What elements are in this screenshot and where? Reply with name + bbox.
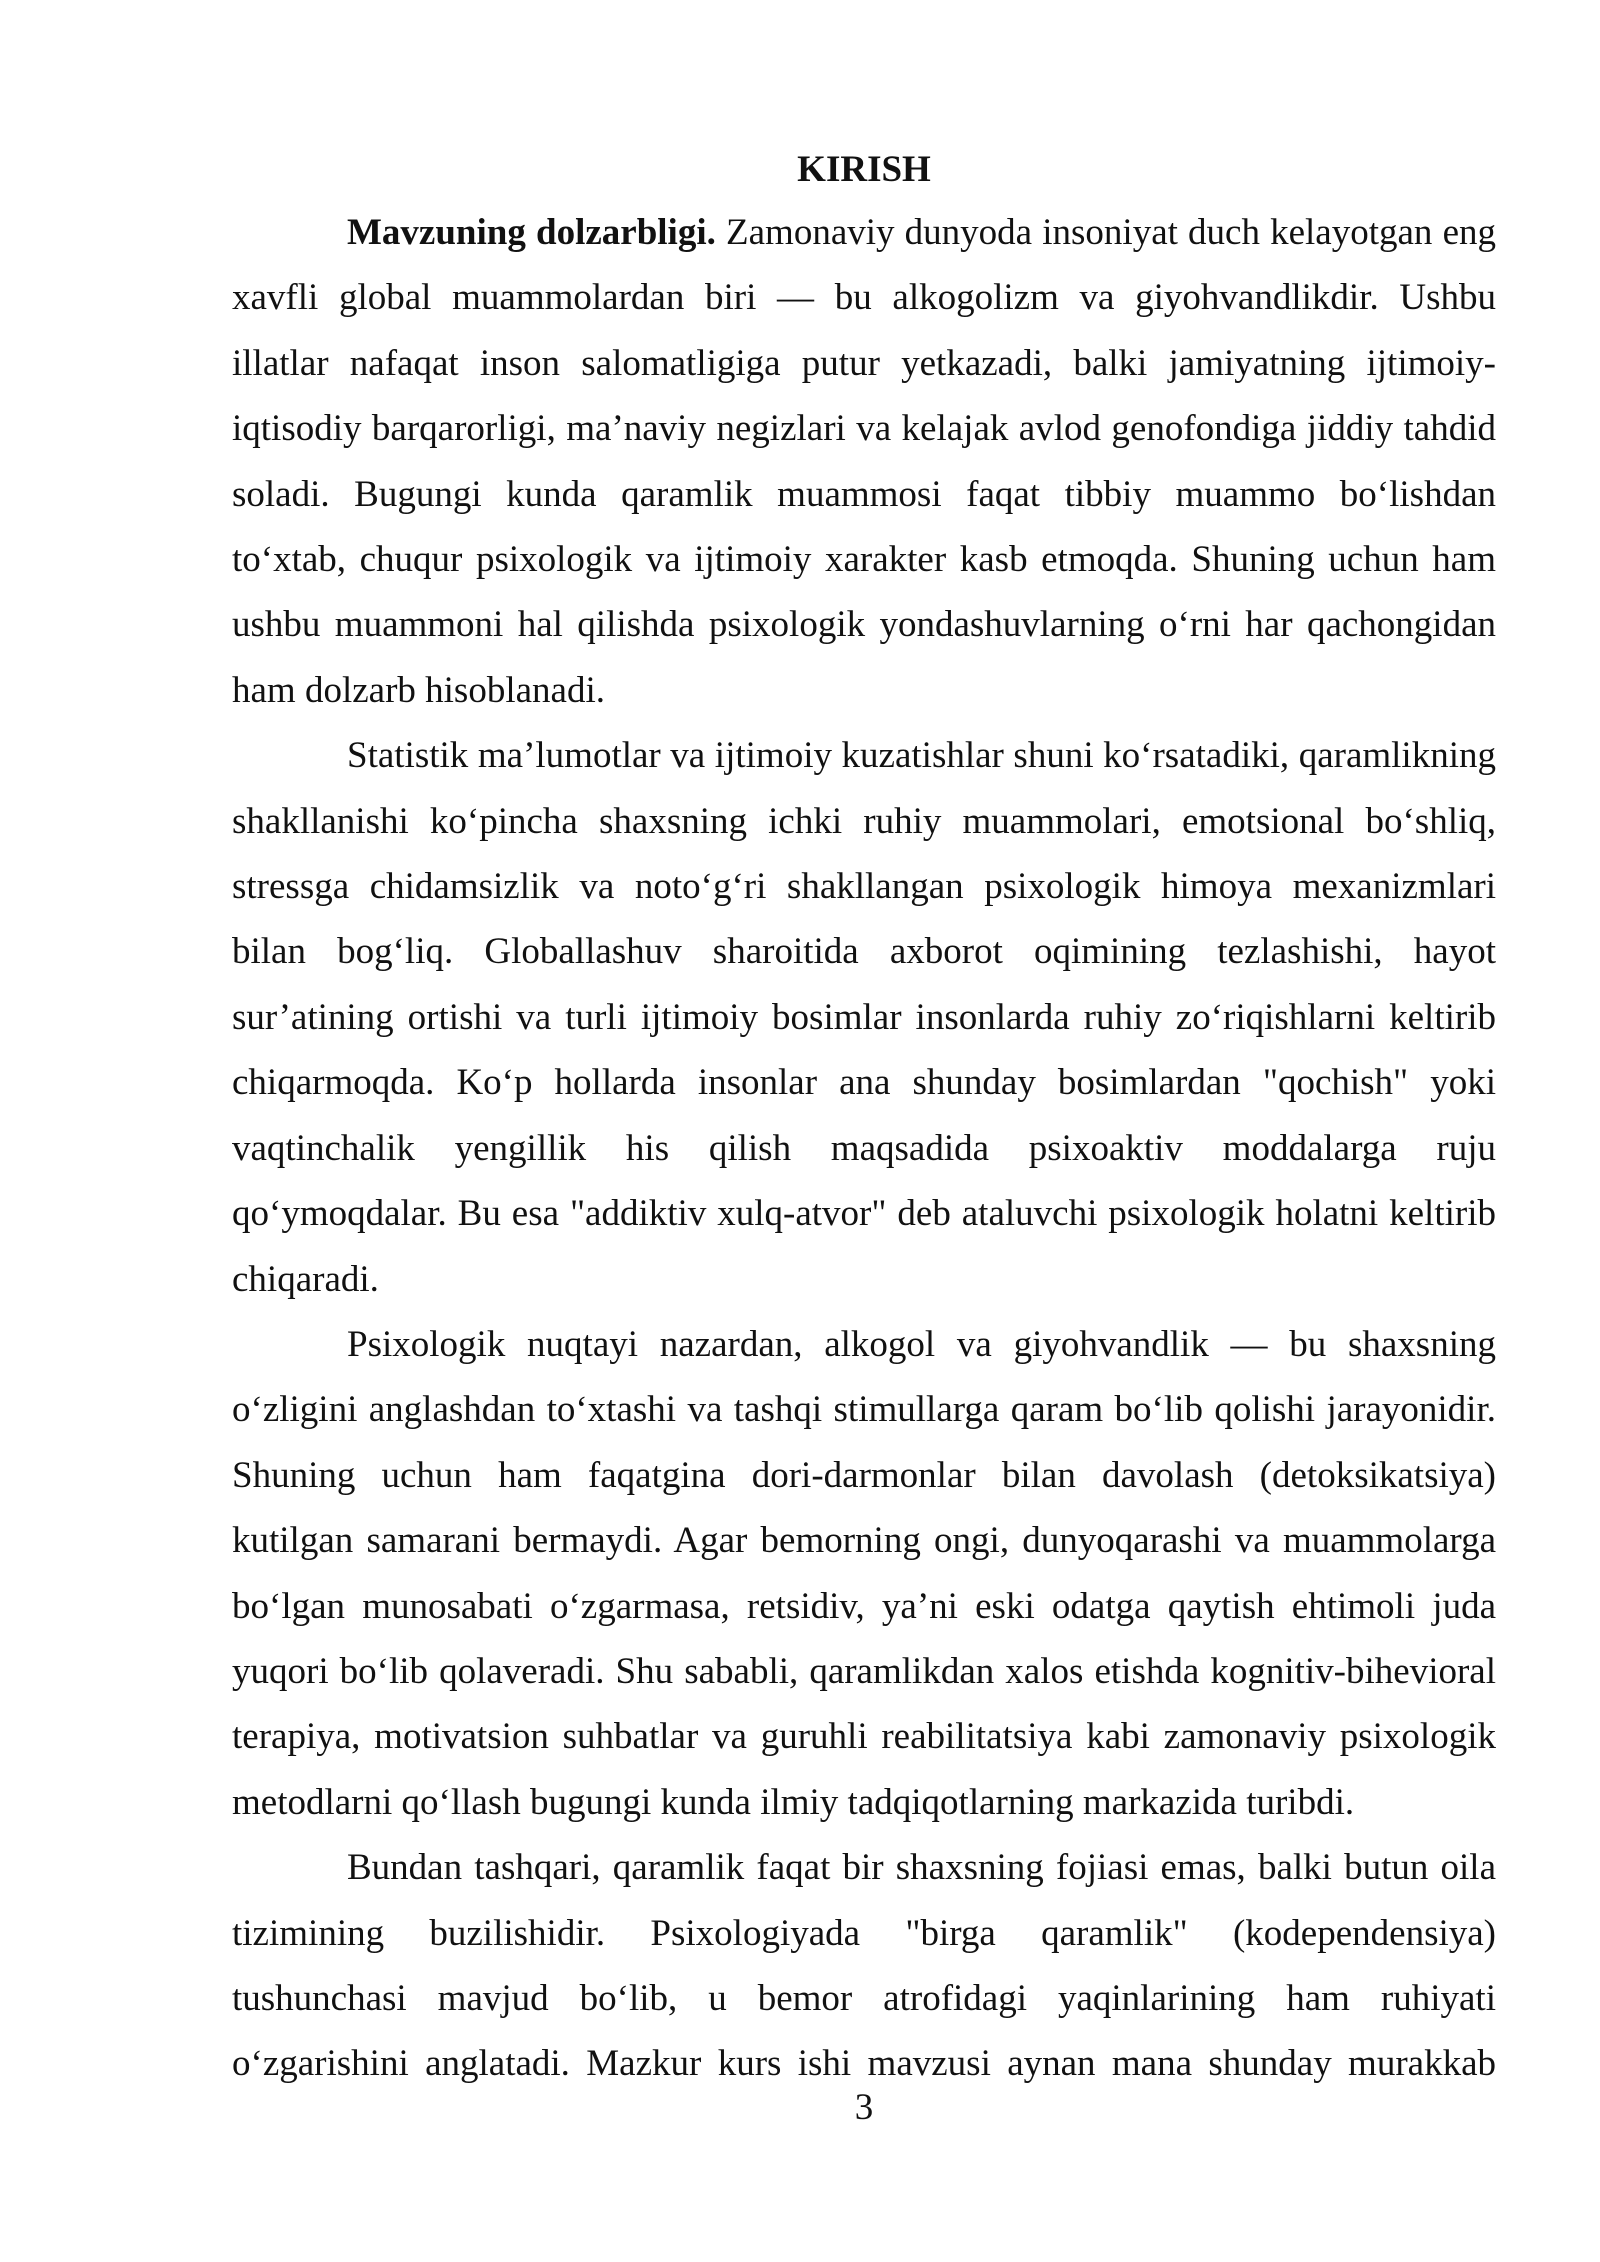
paragraph-statistics: Statistik ma’lumotlar va ijtimoiy kuzatishlar shuni ko‘rsatadiki, qaramlikning shakllanishi ko‘pincha shaxsning ichki ruhiy muammolari, emotsional bo‘shliq, stressga chidamsizlik va noto‘g‘ri shakllangan psixologik himoya mexanizmlari bilan bog‘liq. Globallashuv sharoitida axborot oqimining tezlashishi, hayot sur’atining ortishi va turli ijtimoiy bosimlar insonlarda ruhiy zo‘riqishlarni keltirib chiqarmoqda. Ko‘p hollarda insonlar ana shunday bosimlardan "qochish" yoki vaqtinchalik yengillik his qilish maqsadida psixoaktiv moddalarga ruju qo‘ymoqdalar. Bu esa "addiktiv xulq-atvor" deb ataluvchi psixologik holatni keltirib chiqaradi. bbox=[232, 735, 1496, 1300]
paragraph-psychology: Psixologik nuqtayi nazardan, alkogol va giyohvandlik — bu shaxsning o‘zligini anglashdan to‘xtashi va tashqi stimullarga qaram bo‘lib qolishi jarayonidir. Shuning uchun ham faqatgina dori-darmonlar bilan davolash (detoksikatsiya) kutilgan samarani bermaydi. Agar bemorning ongi, dunyoqarashi va muammolarga bo‘lgan munosabati o‘zgarmasa, retsidiv, ya’ni eski odatga qaytish ehtimoli juda yuqori bo‘lib qolaveradi. Shu sababli, qaramlikdan xalos etishda kognitiv-bihevioral terapiya, motivatsion suhbatlar va guruhli reabilitatsiya kabi zamonaviy psixologik metodlarni qo‘llash bugungi kunda ilmiy tadqiqotlarning markazida turibdi. bbox=[232, 1323, 1496, 1823]
page-number: 3 bbox=[854, 2087, 874, 2128]
section-heading: KIRISH bbox=[797, 149, 931, 190]
paragraph-lead: Mavzuning dolzarbligi. bbox=[347, 212, 716, 253]
paragraph-codependency: Bundan tashqari, qaramlik faqat bir shaxsning fojiasi emas, balki butun oila tizimining buzilishidir. Psixologiyada "birga qaramlik" (kodependensiya) tushunchasi mavjud bo‘lib, u bemor atrofidagi yaqinlarining ham ruhiyati o‘zgarishini anglatadi. Mazkur kurs ishi mavzusi aynan mana shunday murakkab bbox=[232, 1847, 1496, 2085]
paragraph-text: Zamonaviy dunyoda insoniyat duch kelayotgan eng xavfli global muammolardan biri — bu alkogolizm va giyohvandlikdir. Ushbu illatlar nafaqat inson salomatligiga putur yetkazadi, balki jamiyatning ijtimoiy-iqtisodiy barqarorligi, ma’naviy negizlari va kelajak avlod genofondiga jiddiy tahdid soladi. Bugungi kunda qaramlik muammosi faqat tibbiy muammo bo‘lishdan to‘xtab, chuqur psixologik va ijtimoiy xarakter kasb etmoqda. Shuning uchun ham ushbu muammoni hal qilishda psixologik yondashuvlarning o‘rni har qachongidan ham dolzarb hisoblanadi. bbox=[232, 212, 1496, 711]
body-text bbox=[232, 140, 1496, 2097]
paragraph-relevance bbox=[232, 200, 1496, 723]
